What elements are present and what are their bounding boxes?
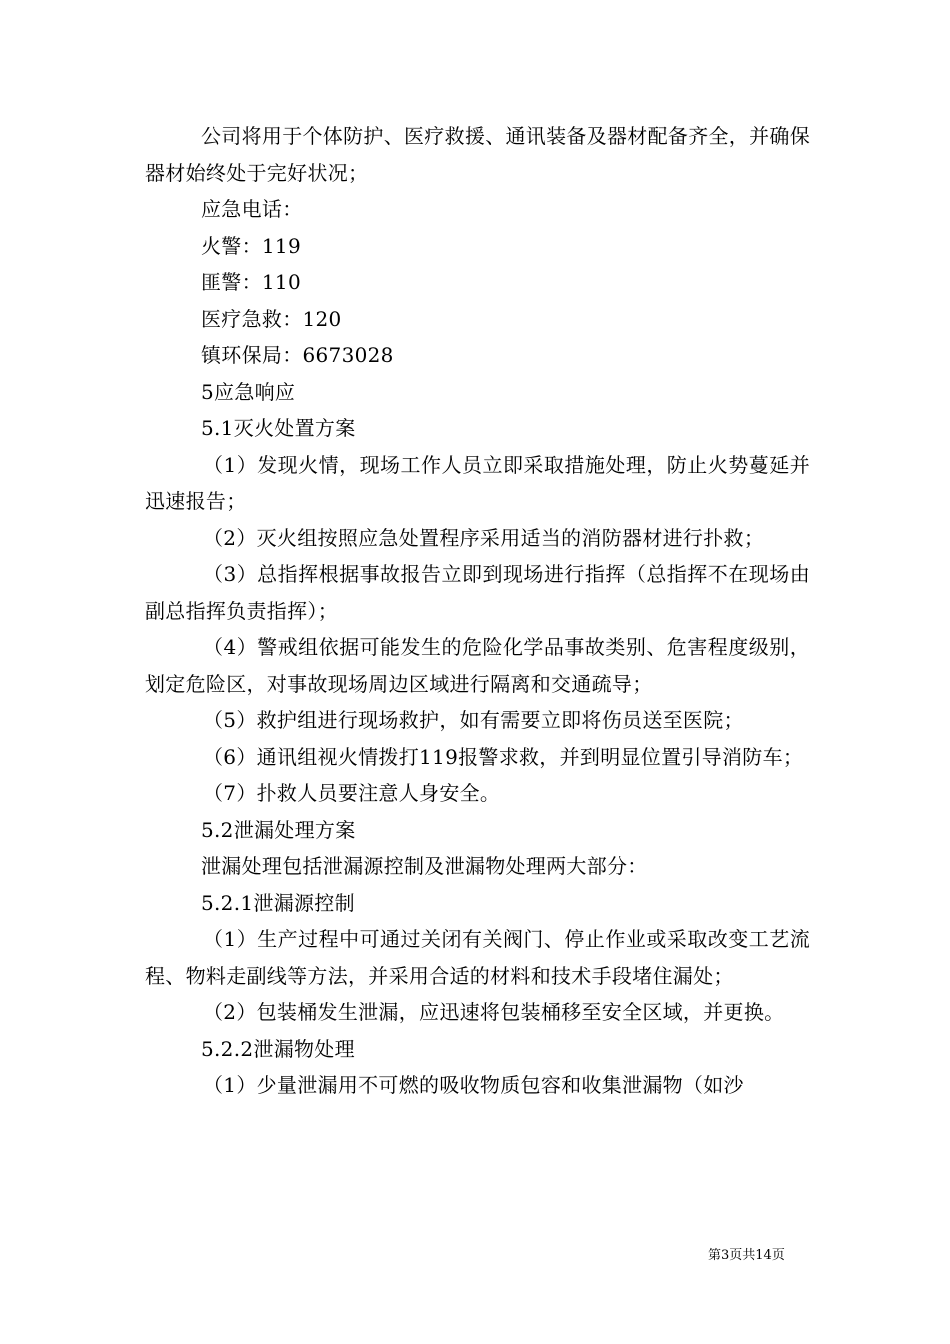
paragraph-police-phone: 匪警：110	[201, 270, 301, 294]
section-heading-5-2-1: 5.2.1泄漏源控制	[201, 890, 355, 915]
paragraph-medical-phone: 医疗急救：120	[201, 306, 342, 331]
list-item-fire-5: （5）救护组进行现场救护，如有需要立即将伤员送至医院；	[203, 708, 744, 732]
list-item-leak-material-1: （1）少量泄漏用不可燃的吸收物质包容和收集泄漏物（如沙	[203, 1073, 744, 1097]
list-item-fire-4: （4）警戒组依据可能发生的危险化学品事故类别、危害程度级别，划定危险区，对事故现场周边区域进行隔离和交通疏导；	[145, 635, 810, 696]
list-item-fire-1: （1）发现火情，现场工作人员立即采取措施处理，防止火势蔓延并迅速报告；	[145, 452, 810, 513]
list-item-leak-source-1: （1）生产过程中可通过关闭有关阀门、停止作业或采取改变工艺流程、物料走副线等方法，并采用合适的材料和技术手段堵住漏处；	[145, 927, 810, 988]
paragraph-emergency-phone-heading: 应急电话：	[201, 197, 303, 221]
section-heading-5-2: 5.2泄漏处理方案	[201, 817, 356, 842]
paragraph-leak-intro: 泄漏处理包括泄漏源控制及泄漏物处理两大部分：	[201, 854, 648, 878]
section-heading-5-1: 5.1灭火处置方案	[201, 416, 356, 440]
paragraph-fire-phone: 火警：119	[201, 233, 301, 258]
document-body	[145, 118, 810, 1104]
section-heading-5: 5应急响应	[201, 379, 296, 404]
list-item-fire-6: （6）通讯组视火情拨打119报警求救，并到明显位置引导消防车；	[203, 744, 804, 769]
list-item-fire-7: （7）扑救人员要注意人身安全。	[203, 781, 501, 805]
section-heading-5-2-2: 5.2.2泄漏物处理	[201, 1036, 355, 1061]
page-number-label: 第3页共14页	[708, 1248, 785, 1263]
list-item-fire-2: （2）灭火组按照应急处置程序采用适当的消防器材进行扑救；	[203, 525, 765, 550]
list-item-fire-3: （3）总指挥根据事故报告立即到现场进行指挥（总指挥不在现场由副总指挥负责指挥）；	[145, 562, 810, 623]
paragraph-equipment: 公司将用于个体防护、医疗救援、通讯装备及器材配备齐全，并确保器材始终处于完好状况；	[145, 124, 810, 185]
list-item-leak-source-2: （2）包装桶发生泄漏，应迅速将包装桶移至安全区域，并更换。	[203, 1000, 785, 1024]
paragraph-env-bureau-phone: 镇环保局：6673028	[201, 343, 394, 367]
